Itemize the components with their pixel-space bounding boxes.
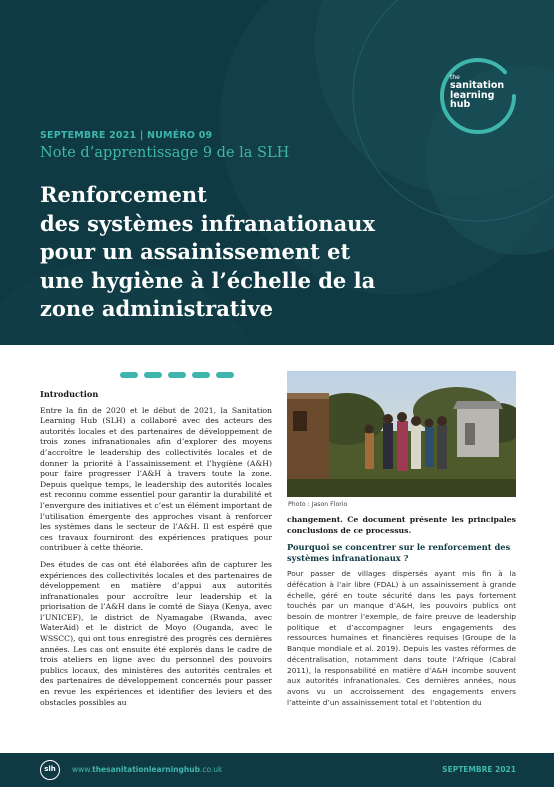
cover-header xyxy=(0,0,554,345)
left-column xyxy=(40,389,272,714)
continuation-paragraph: changement. Ce document présente les principales conclusions de ce processus. xyxy=(287,515,516,535)
introduction-heading: Introduction xyxy=(40,389,99,399)
section-heading-why: Pourquoi se concentrer sur le renforcement des systèmes infranationaux ? xyxy=(287,542,511,564)
logo-wordmark: the sanitation learning hub xyxy=(450,74,505,110)
field-photo xyxy=(287,371,516,497)
footer-date: SEPTEMBRE 2021 xyxy=(442,765,516,774)
photo-caption: Photo : Jason Florio xyxy=(288,501,348,508)
intro-paragraph-1: Entre la fin de 2020 et le début de 2021, la Sanitation Learning Hub (SLH) a collaboré avec des acteurs des autorités locales et des partenaires de développement de trois zones infranationales afin d’explorer des moyens d’accroître le leadership des collectivités locales et de donner la priorité à l’assainissement et l’hygiène (A&H) pour faire progresser l’A&H à travers toute la zone. Depuis quelque temps, le leadership des autorités locales est reconnu comme essentiel pour garantir la durabilité et l’envergure des initiatives et c’est un élément important de l’utilisation émergente des approches visant à renforcer les systèmes dans le secteur de l’A&H. Il est espéré que ces travaux fourniront des expériences pratiques pour contribuer à cette théorie. xyxy=(40,405,272,553)
intro-paragraph-2: Des études de cas ont été élaborées afin de capturer les expériences des collectivités locales et des partenaires de développement en matière d’appui aux autorités infranationales pour accroître leur leadership et la priorisation de l’A&H dans le comté de Siaya (Kenya, avec l’UNICEF), le district de Nyamagabe (Rwanda, avec WaterAid) et le district de Moyo (Ouganda, avec le WSSCC), qui ont tous enregistré des progrès ces dernières années. Les cas ont ensuite été explorés dans le cadre de trois ateliers en ligne avec du personnel des pouvoirs publics locaux, des ministères des autorités centrales et des partenaires de développement concernés pour passer en revue les expériences et identifier des leviers et des obstacles possibles au xyxy=(40,559,272,707)
website-link[interactable]: www.thesanitationlearninghub.co.uk xyxy=(72,765,223,774)
learning-note-subtitle: Note d’apprentissage 9 de la SLH xyxy=(40,145,290,161)
decorative-dash-line xyxy=(120,370,240,380)
page-footer xyxy=(0,753,554,787)
section-body-why: Pour passer de villages dispersés ayant mis fin à la défécation à l’air libre (FDAL) à un assainissement à grande échelle, géré en toute sécurité dans les pays fortement touchés par un manque d’A&H, les pouvoirs publics ont besoin de montrer l’exemple, de faire preuve de leadership politique et d’accompagner leurs engagements des ressources humaines et financières requises (Groupe de la Banque mondiale et al. 2019). Depuis les vastes réformes de décentralisation, notamment dans toute l’Afrique (Cabral 2011), la responsabilité en matière d’A&H incombe souvent aux autorités infranationales. Ces dernières années, nous avons vu un accroissement des engagements envers l’atteinte d’un assainissement total et l’obtention du xyxy=(287,569,516,707)
slh-badge-icon: slh xyxy=(40,760,60,780)
right-column xyxy=(287,515,516,714)
issue-kicker: SEPTEMBRE 2021 | NUMÉRO 09 xyxy=(40,130,213,141)
page-title: Renforcement des systèmes infranationaux pour un assainissement et une hygiène à l’échelle de la zone administrative xyxy=(40,182,376,321)
